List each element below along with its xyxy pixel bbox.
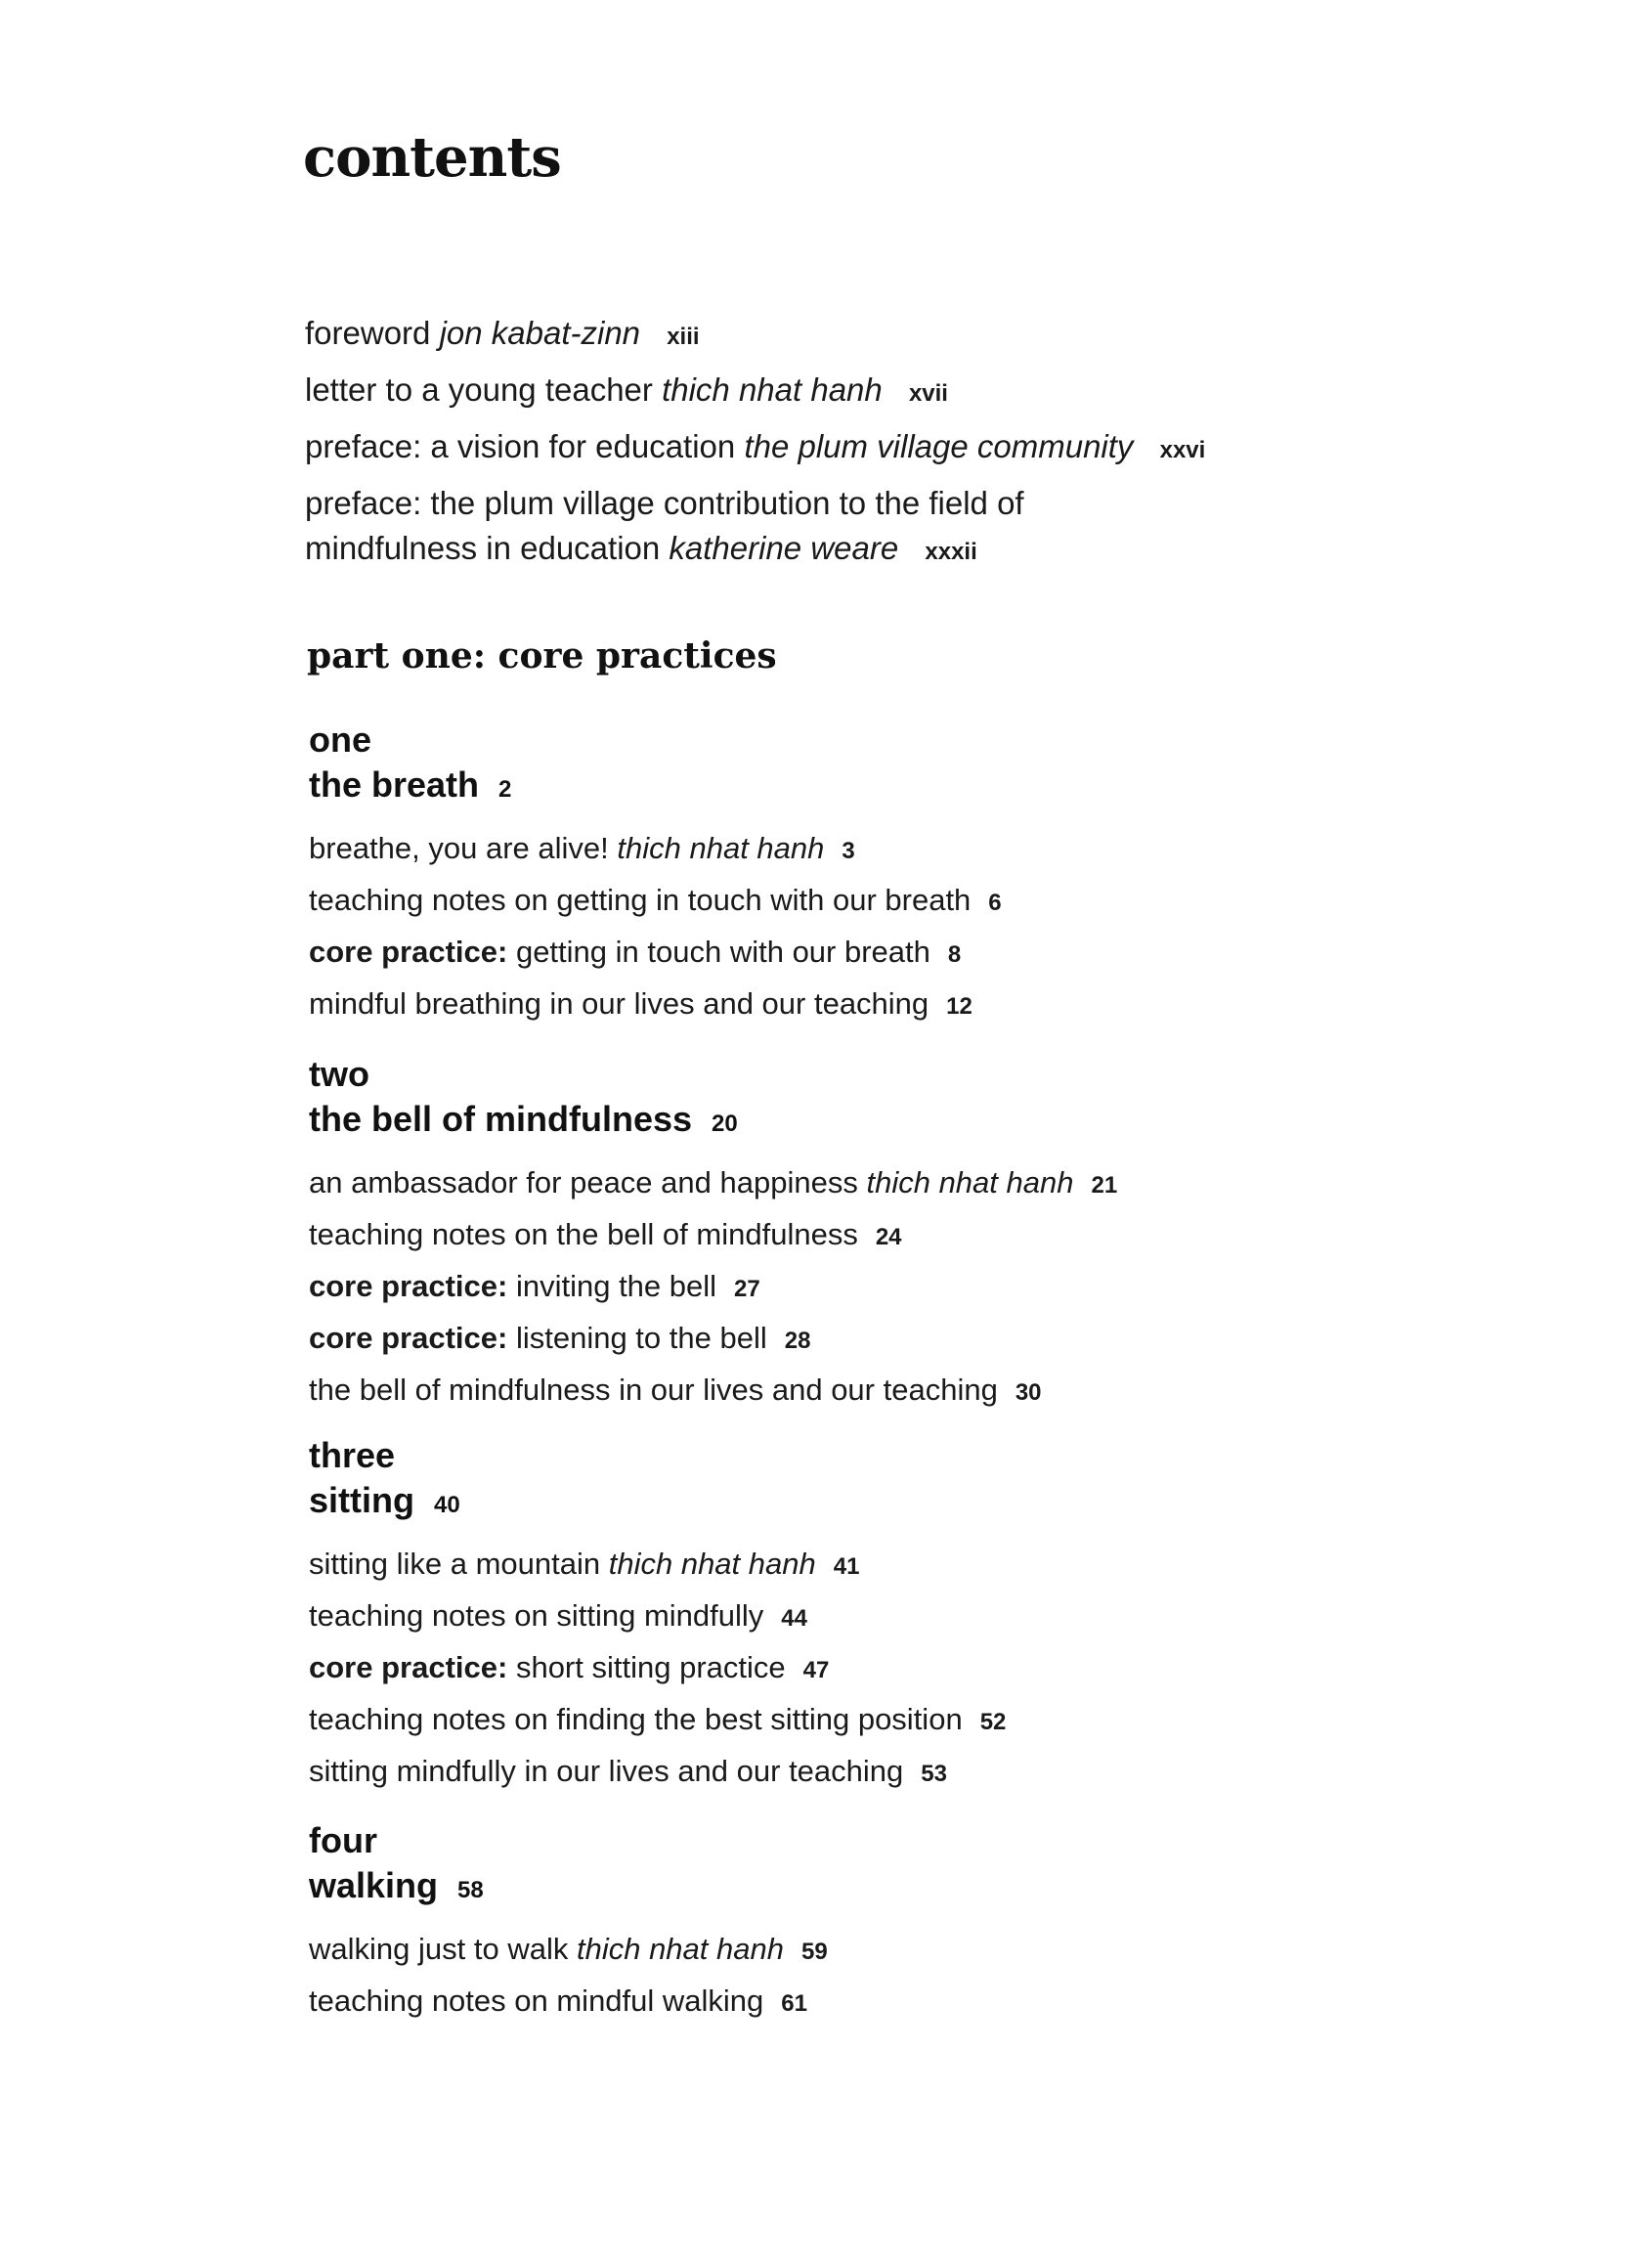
toc-entry[interactable] (309, 1266, 1482, 1310)
toc-entry[interactable] (309, 932, 1482, 976)
entry-page: 6 (988, 890, 1002, 916)
toc-entry[interactable] (309, 1751, 1482, 1795)
chapter-page: 2 (498, 776, 512, 803)
entry-text: mindful breathing in our lives and our teaching (309, 986, 929, 1021)
page-title: contents (303, 125, 561, 190)
chapter-number: three (309, 1435, 396, 1475)
chapter-number: two (309, 1054, 369, 1094)
chapter-number: four (309, 1820, 377, 1860)
chapter-three (309, 1433, 1482, 1803)
entry-page: xxxii (925, 539, 977, 565)
toc-entry[interactable] (309, 1544, 1482, 1588)
toc-entry-foreword[interactable] (305, 311, 1478, 360)
toc-entry-preface-vision[interactable] (305, 424, 1478, 473)
entry-page: 12 (946, 993, 972, 1020)
toc-entry[interactable] (309, 1318, 1482, 1362)
toc-entry[interactable] (309, 880, 1482, 924)
entry-text: short sitting practice (515, 1650, 786, 1684)
toc-entry[interactable] (309, 1214, 1482, 1258)
entry-page: 44 (781, 1605, 807, 1632)
toc-entry-preface-contribution[interactable] (305, 481, 1478, 575)
entry-text-line1: preface: the plum village contribution to the field of (305, 485, 1024, 521)
entry-prefix: core practice: (309, 935, 508, 969)
toc-entry-letter[interactable] (305, 368, 1478, 416)
entry-text: getting in touch with our breath (515, 935, 930, 969)
toc-entry[interactable] (309, 1929, 1482, 1973)
entry-author: thich nhat hanh (866, 1165, 1074, 1199)
entry-text: sitting like a mountain (309, 1547, 601, 1581)
entry-text-line2: mindfulness in education (305, 530, 661, 566)
chapter-title-text: the bell of mindfulness (309, 1099, 693, 1139)
entry-page: 27 (734, 1276, 760, 1302)
front-matter-list (305, 311, 1478, 583)
entry-text: teaching notes on mindful walking (309, 1984, 764, 2018)
chapter-number: one (309, 720, 372, 760)
entry-page: 59 (800, 1939, 828, 1965)
entry-text: teaching notes on the bell of mindfulness (309, 1217, 858, 1251)
toc-entry[interactable] (309, 1595, 1482, 1639)
entry-page: xvii (908, 380, 948, 407)
entry-page: 30 (1015, 1379, 1042, 1406)
entry-page: 47 (802, 1657, 830, 1683)
chapter-two (309, 1052, 1482, 1421)
chapter-page: 20 (712, 1111, 738, 1137)
entry-author: thich nhat hanh (576, 1932, 784, 1966)
entry-text: breathe, you are alive! (309, 831, 609, 865)
entry-text: teaching notes on getting in touch with our breath (309, 883, 972, 917)
chapter-title[interactable] (309, 1097, 1482, 1147)
entry-text: sitting mindfully in our lives and our teaching (309, 1754, 904, 1788)
entry-page: 28 (784, 1328, 811, 1354)
chapter-title[interactable] (309, 1478, 1482, 1528)
entry-author: jon kabat-zinn (439, 315, 641, 351)
entry-author: the plum village community (744, 428, 1134, 464)
chapter-entries (309, 1929, 1482, 2025)
entry-page: 8 (947, 941, 962, 968)
entry-text: teaching notes on sitting mindfully (309, 1598, 764, 1633)
entry-prefix: core practice: (309, 1321, 508, 1355)
part-heading: part one: core practices (307, 635, 777, 676)
entry-author: katherine weare (669, 530, 899, 566)
entry-prefix: core practice: (309, 1269, 508, 1303)
chapter-entries (309, 1162, 1482, 1414)
entry-text: listening to the bell (515, 1321, 767, 1355)
chapter-title-text: sitting (309, 1480, 414, 1520)
entry-author: thich nhat hanh (662, 371, 883, 408)
toc-entry[interactable] (309, 828, 1482, 872)
chapter-title[interactable] (309, 763, 1482, 812)
chapter-title-text: walking (309, 1865, 439, 1905)
entry-page: 24 (875, 1224, 902, 1250)
toc-entry[interactable] (309, 1162, 1482, 1206)
toc-entry[interactable] (309, 1370, 1482, 1414)
entry-text: the bell of mindfulness in our lives and our teaching (309, 1373, 998, 1407)
entry-text: inviting the bell (515, 1269, 717, 1303)
chapter-title[interactable] (309, 1863, 1482, 1913)
toc-entry[interactable] (309, 983, 1482, 1027)
entry-author: thich nhat hanh (617, 831, 825, 865)
entry-prefix: core practice: (309, 1650, 508, 1684)
chapter-page: 58 (457, 1877, 484, 1903)
toc-entry[interactable] (309, 1981, 1482, 2025)
entry-text: preface: a vision for education (305, 428, 736, 464)
entry-text: letter to a young teacher (305, 371, 653, 408)
chapter-page: 40 (433, 1492, 460, 1518)
entry-text: teaching notes on finding the best sitting position (309, 1702, 963, 1736)
entry-page: 52 (979, 1709, 1007, 1735)
entry-text: walking just to walk (309, 1932, 569, 1966)
entry-author: thich nhat hanh (608, 1547, 816, 1581)
chapter-entries (309, 1544, 1482, 1795)
toc-entry[interactable] (309, 1699, 1482, 1743)
chapter-title-text: the breath (309, 764, 480, 805)
chapter-entries (309, 828, 1482, 1027)
toc-entry[interactable] (309, 1647, 1482, 1691)
entry-page: xiii (667, 324, 700, 350)
entry-page: xxvi (1159, 437, 1206, 463)
chapter-one (309, 718, 1482, 1035)
entry-page: 41 (833, 1553, 860, 1580)
entry-page: 53 (921, 1761, 947, 1787)
entry-page: 61 (781, 1990, 807, 2017)
entry-text: an ambassador for peace and happiness (309, 1165, 858, 1199)
entry-page: 3 (842, 838, 855, 864)
chapter-four (309, 1818, 1482, 2032)
entry-text: foreword (305, 315, 431, 351)
entry-page: 21 (1091, 1172, 1118, 1199)
